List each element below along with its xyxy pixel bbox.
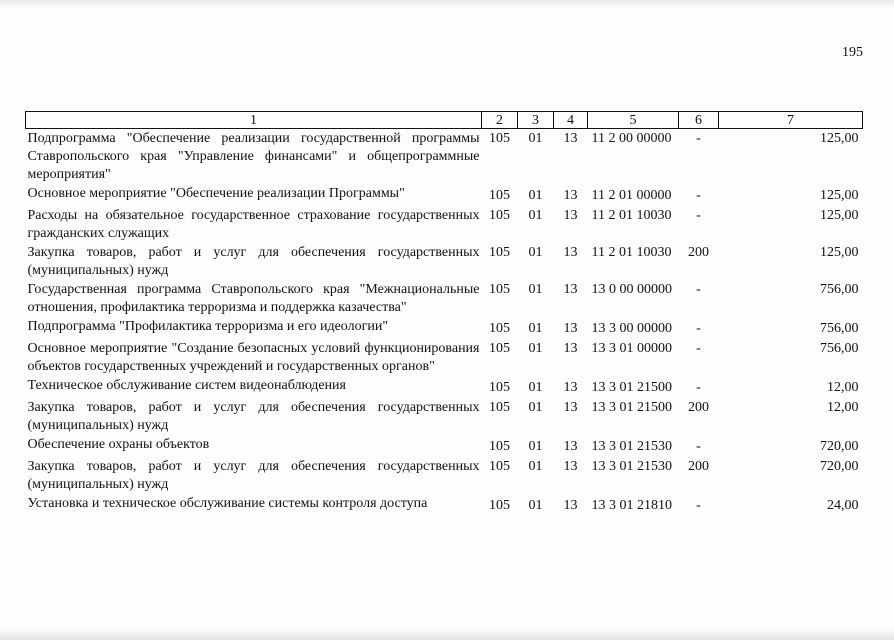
- row-rz: 01: [528, 208, 543, 223]
- table-row: [26, 185, 863, 207]
- header-col-3: 3: [518, 112, 554, 129]
- header-row: [26, 112, 863, 129]
- row-pr: 13: [563, 208, 578, 223]
- row-rz: 01: [528, 245, 543, 260]
- row-sum: 756,00: [820, 321, 859, 336]
- table-row: [26, 281, 863, 318]
- header-col-7: 7: [719, 112, 863, 129]
- row-pr: 13: [563, 459, 578, 474]
- row-ved: 105: [489, 459, 510, 474]
- row-vr: -: [696, 282, 701, 297]
- row-ved: 105: [489, 380, 510, 395]
- row-csr: 13 0 00 00000: [591, 282, 672, 297]
- row-rz: 01: [528, 282, 543, 297]
- table-row: [26, 129, 863, 186]
- row-csr: 11 2 01 10030: [591, 208, 672, 223]
- table-row: [26, 207, 863, 244]
- row-ved: 105: [489, 341, 510, 356]
- row-name: Основное мероприятие "Обеспечение реализации Программы": [27, 186, 405, 201]
- row-rz: 01: [528, 341, 543, 356]
- row-ved: 105: [489, 321, 510, 336]
- row-vr: -: [696, 131, 701, 146]
- header-col-4: 4: [554, 112, 588, 129]
- table-row: [26, 377, 863, 399]
- row-rz: 01: [528, 459, 543, 474]
- row-csr: 11 2 00 00000: [591, 131, 672, 146]
- row-vr: -: [696, 380, 701, 395]
- row-sum: 125,00: [820, 208, 859, 223]
- row-ved: 105: [489, 245, 510, 260]
- row-ved: 105: [489, 208, 510, 223]
- row-pr: 13: [563, 439, 578, 454]
- row-sum: 756,00: [820, 341, 859, 356]
- row-pr: 13: [563, 400, 578, 415]
- row-ved: 105: [489, 131, 510, 146]
- row-vr: 200: [688, 459, 709, 474]
- row-sum: 720,00: [820, 459, 859, 474]
- budget-table: [25, 111, 863, 517]
- row-csr: 13 3 01 21810: [591, 498, 672, 513]
- row-sum: 12,00: [827, 400, 859, 415]
- row-csr: 11 2 01 10030: [591, 245, 672, 260]
- row-ved: 105: [489, 400, 510, 415]
- row-pr: 13: [563, 245, 578, 260]
- table-row: [26, 340, 863, 377]
- row-sum: 720,00: [820, 439, 859, 454]
- row-vr: 200: [688, 245, 709, 260]
- row-vr: -: [696, 321, 701, 336]
- row-vr: -: [696, 188, 701, 203]
- row-rz: 01: [528, 400, 543, 415]
- row-pr: 13: [563, 498, 578, 513]
- row-sum: 125,00: [820, 188, 859, 203]
- row-sum: 24,00: [827, 498, 859, 513]
- row-name: Подпрограмма "Обеспечение реализации государственной программы Ставропольского края "Управление финансами" и общепрограммные мероприятия": [27, 131, 480, 182]
- row-csr: 13 3 01 21530: [591, 439, 672, 454]
- row-ved: 105: [489, 188, 510, 203]
- row-csr: 13 3 01 21500: [591, 400, 672, 415]
- row-pr: 13: [563, 282, 578, 297]
- scan-edge-top: [0, 0, 894, 8]
- row-csr: 13 3 00 00000: [591, 321, 672, 336]
- row-rz: 01: [528, 498, 543, 513]
- header-col-5: 5: [588, 112, 679, 129]
- row-vr: 200: [688, 400, 709, 415]
- row-name: Техническое обслуживание систем видеонаблюдения: [27, 378, 346, 393]
- row-name: Подпрограмма "Профилактика терроризма и его идеологии": [27, 319, 389, 334]
- table-row: [26, 318, 863, 340]
- table-row: [26, 399, 863, 436]
- row-pr: 13: [563, 380, 578, 395]
- row-name: Обеспечение охраны объектов: [27, 437, 210, 452]
- header-col-1: 1: [26, 112, 482, 129]
- row-ved: 105: [489, 498, 510, 513]
- row-name: Основное мероприятие "Создание безопасных условий функционирования объектов государственных учреждений и государственных органов": [27, 341, 480, 374]
- table-row: [26, 436, 863, 458]
- header-col-2: 2: [482, 112, 518, 129]
- table-row: [26, 244, 863, 281]
- row-rz: 01: [528, 380, 543, 395]
- row-name: Установка и техническое обслуживание системы контроля доступа: [27, 496, 428, 511]
- row-ved: 105: [489, 282, 510, 297]
- page-number: 195: [842, 45, 863, 60]
- row-sum: 125,00: [820, 245, 859, 260]
- row-sum: 125,00: [820, 131, 859, 146]
- row-rz: 01: [528, 439, 543, 454]
- table-row: [26, 458, 863, 495]
- scan-edge-bottom: [0, 628, 894, 640]
- row-sum: 12,00: [827, 380, 859, 395]
- row-csr: 13 3 01 21530: [591, 459, 672, 474]
- row-ved: 105: [489, 439, 510, 454]
- row-vr: -: [696, 498, 701, 513]
- row-name: Расходы на обязательное государственное страхование государственных гражданских служащих: [27, 208, 480, 241]
- row-name: Закупка товаров, работ и услуг для обеспечения государственных (муниципальных) нужд: [27, 459, 480, 492]
- row-sum: 756,00: [820, 282, 859, 297]
- row-pr: 13: [563, 188, 578, 203]
- row-vr: -: [696, 208, 701, 223]
- row-vr: -: [696, 341, 701, 356]
- row-rz: 01: [528, 131, 543, 146]
- row-csr: 13 3 01 21500: [591, 380, 672, 395]
- header-col-6: 6: [679, 112, 719, 129]
- row-name: Закупка товаров, работ и услуг для обеспечения государственных (муниципальных) нужд: [27, 245, 480, 278]
- row-vr: -: [696, 439, 701, 454]
- row-name: Закупка товаров, работ и услуг для обеспечения государственных (муниципальных) нужд: [27, 400, 480, 433]
- row-pr: 13: [563, 321, 578, 336]
- row-csr: 13 3 01 00000: [591, 341, 672, 356]
- row-pr: 13: [563, 341, 578, 356]
- row-rz: 01: [528, 321, 543, 336]
- row-rz: 01: [528, 188, 543, 203]
- row-csr: 11 2 01 00000: [591, 188, 672, 203]
- row-name: Государственная программа Ставропольского края "Межнациональные отношения, профилактика терроризма и поддержка казачества": [27, 282, 480, 315]
- row-pr: 13: [563, 131, 578, 146]
- table-row: [26, 495, 863, 517]
